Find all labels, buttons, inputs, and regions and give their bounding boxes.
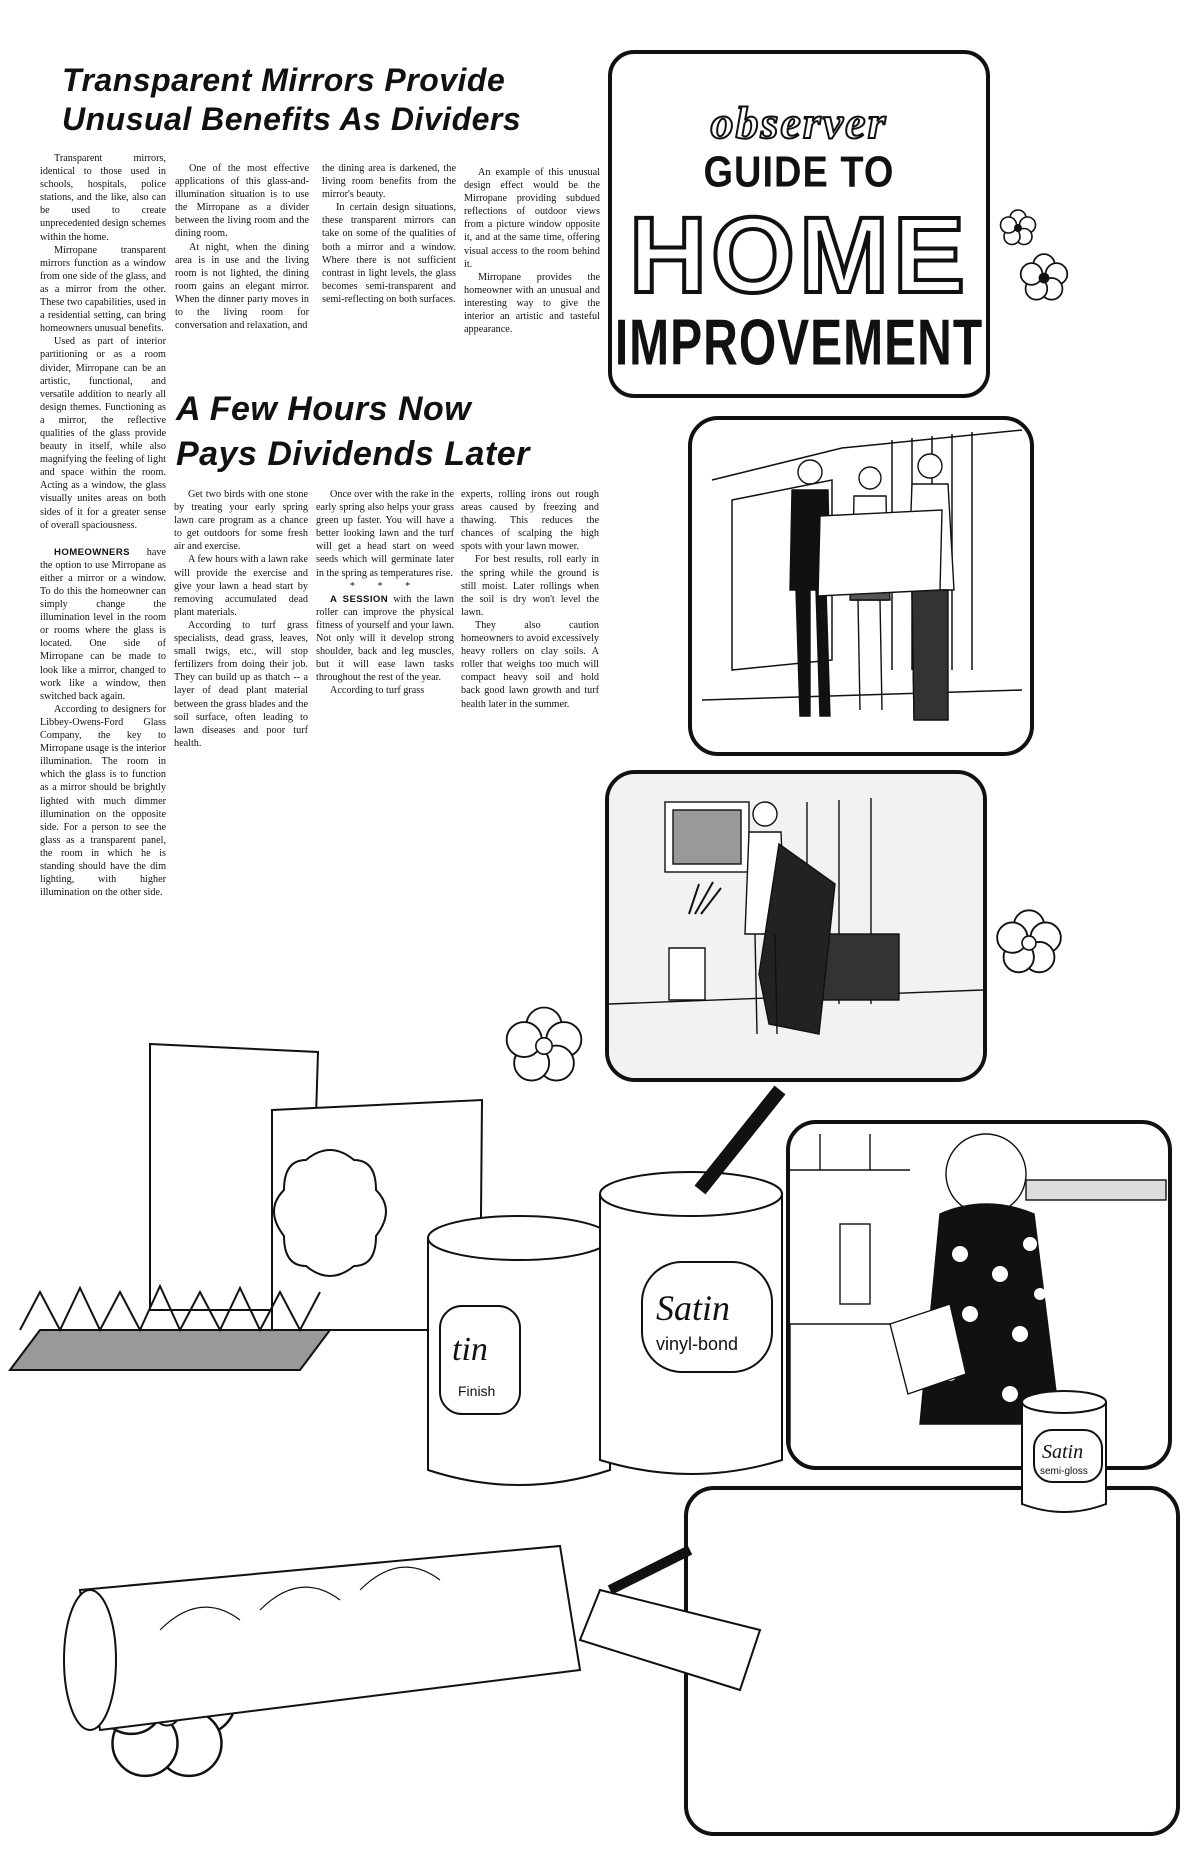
article2-lead-word: A SESSION xyxy=(330,593,389,605)
masthead-line3: IMPROVEMENT xyxy=(614,307,984,380)
article2-paragraph: They also caution homeowners to avoid excessively heavy rollers on clay soils. A roller that weighs too much will compact heavy soil and hold back good lawn growth and turf health later in the summer. xyxy=(461,619,599,710)
article2-separator: * * * xyxy=(349,580,421,592)
article1-column-4 xyxy=(464,166,600,376)
can-left-label1: tin xyxy=(452,1331,488,1368)
can-small-label1: Satin xyxy=(1042,1441,1084,1463)
flower-icon xyxy=(1018,252,1070,304)
article2-headline-line1: A Few Hours Now xyxy=(176,390,472,428)
small-can-svg xyxy=(1016,1384,1112,1520)
illustration-kitchen-frame xyxy=(786,1120,1172,1470)
can-left-label2: Finish xyxy=(458,1383,496,1399)
article1-column-1 xyxy=(40,152,166,1042)
article2-paragraph: experts, rolling irons out rough areas caused by freezing and thawing. This reduces the chances of scalping the high spots with your lawn mower. xyxy=(461,489,599,553)
masthead-line1: GUIDE TO xyxy=(703,148,895,198)
article1-lead-word: HOMEOWNERS xyxy=(54,546,130,558)
article1-paragraph: At night, when the dining area is in use and the living room is not lighted, the dining room gains an elegant mirror. When the dinner party moves in to the living room for conversation and relaxation, and xyxy=(175,241,309,332)
article2-paragraph: Get two birds with one stone by treating your early spring lawn care program as a chance to get outdoors for some fresh air and exercise. xyxy=(174,489,308,553)
article2-paragraph: According to turf grass specialists, dead grass, leaves, small twigs, etc., will stop fertilizers from doing their job. They can build up as thatch -- a layer of dead plant material between the grass blades and the soil surface, often leading to lawn diseases and poor turf health. xyxy=(174,619,308,749)
illustration-planning xyxy=(692,420,1030,752)
article1-paragraph: One of the most effective applications of this glass-and-illumination situation is to use the Mirropane as a divider between the living room and the dining room. xyxy=(175,163,309,240)
article2-column-2 xyxy=(316,488,454,788)
article1-paragraph: the dining area is darkened, the living room benefits from the mirror's beauty. xyxy=(322,163,456,201)
article1-paragraph: An example of this unusual design effect would be the Mirropane providing subdued reflections of outdoor views from a picture window opposite it, and at the same time, offering visual access to the room behind it. xyxy=(464,167,600,270)
article1-paragraph: Transparent mirrors, identical to those used in schools, hospitals, police stations, and the like, also can be used to create unprecedented design schemes within the home. xyxy=(40,153,166,243)
article2-column-1 xyxy=(174,488,308,828)
article2-paragraph: For best results, roll early in the spring while the ground is still moist. Later rollings when the soil is dry won't level the lawn. xyxy=(461,554,599,618)
article1-paragraph xyxy=(40,546,166,703)
article1-headline-line1: Transparent Mirrors Provide xyxy=(62,62,506,98)
article1-paragraph: Used as part of interior partitioning or as a room divider, Mirropane can be an artistic, functional, and versatile addition to nearly all design themes. Functioning as a mirror, the reflective qualities of the glass provide beauty in itself, while also magnifying the feeling of light and space within the room. Acting as a window, the glass visually unites areas on both sides of it for a greater sense of overall spaciousness. xyxy=(40,336,166,531)
article1-headline xyxy=(62,62,582,138)
masthead-box xyxy=(608,50,990,398)
article2-lead-text: with the lawn roller can improve the physical fitness of yourself and your lawn. Not only will it develop strong shoulder, back and leg muscles, but it will ease lawn tasks throughout the rest of the year. xyxy=(316,593,454,684)
article2-paragraph xyxy=(316,593,454,685)
article1-paragraph: According to designers for Libbey-Owens-Ford Glass Company, the key to Mirropane usage is the interior illumination. The room in which the glass is to function as a mirror should be brightly lighted with much dimmer illumination on the opposite side. For a person to see the glass as a transparent panel, the room in which he is standing should have the dim lighting, with higher illumination on the other side. xyxy=(40,703,166,899)
article1-lead-text: have the option to use Mirropane as either a mirror or a window. To do this the homeowner can simply change the illumination level in the room or rooms where the glass is located. One side of Mirropane can be made to look like a mirror, changed to work like a window, then switched back again. xyxy=(40,546,166,702)
article1-column-2 xyxy=(175,162,309,372)
article2-column-3 xyxy=(461,488,599,788)
flower-icon xyxy=(998,208,1038,248)
article2-paragraph: Once over with the rake in the early spring also helps your grass green up faster. You will have a better looking lawn and the turf will get a head start on weed seeds which will germinate later in the spring as temperatures rise. xyxy=(316,489,454,579)
masthead-line2: HOME xyxy=(629,194,969,315)
small-can xyxy=(1016,1384,1112,1520)
flower-icon xyxy=(994,908,1064,978)
can-mid-label1: Satin xyxy=(656,1288,731,1328)
article2-paragraph: According to turf grass xyxy=(330,685,425,697)
illustration-materials xyxy=(0,1030,800,1790)
article1-paragraph: Mirropane provides the homeowner with an unusual and interesting way to give the interior an artistic and tasteful appearance. xyxy=(464,271,600,336)
illustration-materials-svg xyxy=(0,1030,800,1790)
article2-headline xyxy=(176,390,596,474)
masthead-brand: observer xyxy=(710,97,888,148)
article1-paragraph: In certain design situations, these transparent mirrors can take on some of the qualities of both a mirror and a window. Where there is not sufficient contrast in light levels, the glass becomes semi-transparent and semi-reflecting on both surfaces. xyxy=(322,202,456,305)
article2-paragraph: A few hours with a lawn rake will provide the exercise and give your lawn a head start by removing accumulated dead plant materials. xyxy=(174,554,308,618)
article2-headline-line2: Pays Dividends Later xyxy=(176,435,530,474)
article1-paragraph: Mirropane transparent mirrors function as a window from one side of the glass, and as a mirror from the other. These two capabilities, used in a residential setting, can bring homeowners unusual benefits. xyxy=(40,244,166,335)
can-small-label2: semi-gloss xyxy=(1040,1466,1088,1477)
can-mid-label2: vinyl-bond xyxy=(656,1334,739,1354)
article1-headline-line2: Unusual Benefits As Dividers xyxy=(62,100,522,137)
article1-column-3 xyxy=(322,162,456,372)
illustration-planning-frame xyxy=(688,416,1034,756)
